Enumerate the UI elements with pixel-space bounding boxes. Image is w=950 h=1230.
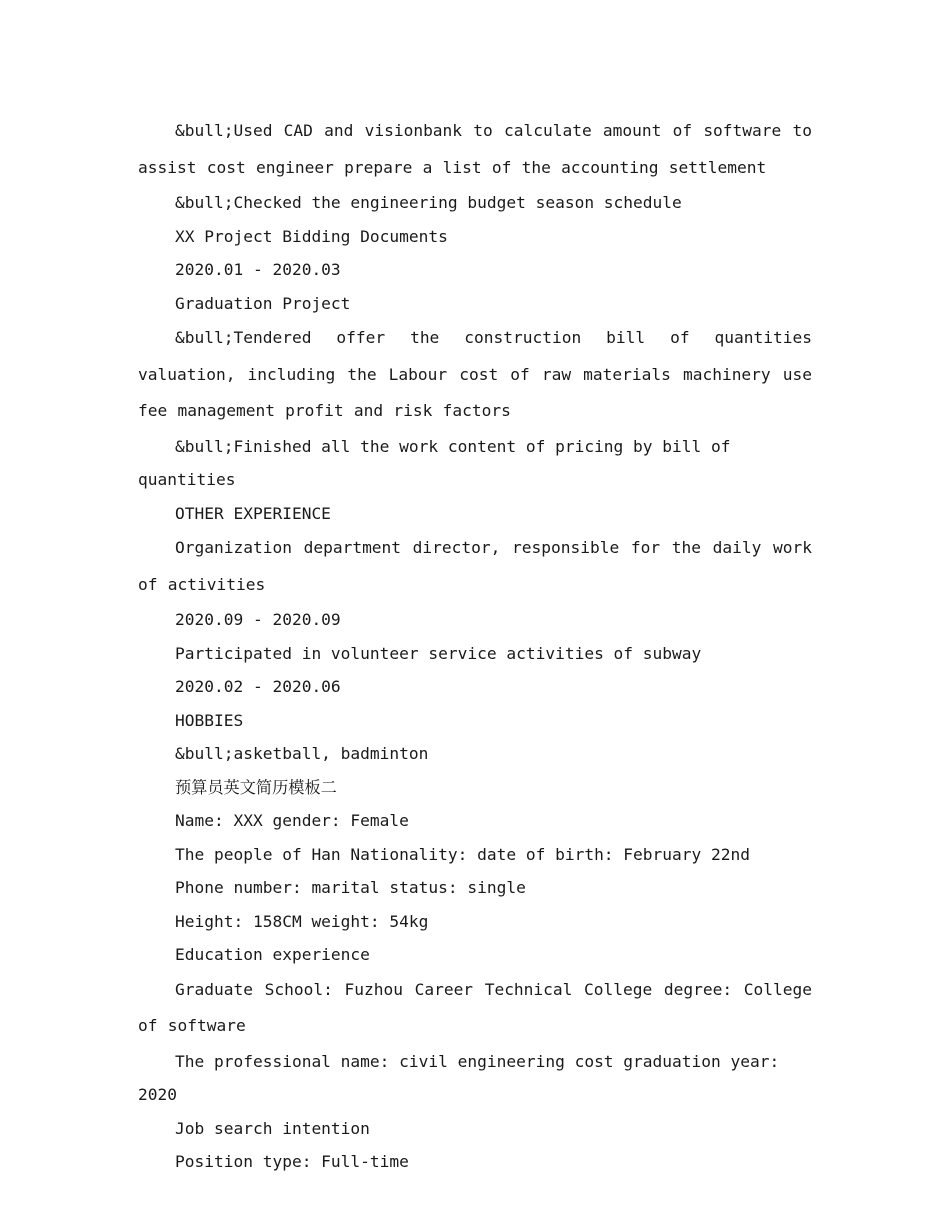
paragraph-tendered-offer: &bull;Tendered offer the construction bill of quantities valuation, including the Labour cost of raw materials machinery use fee management profit and risk factors — [138, 328, 812, 420]
paragraph-graduate-school: Graduate School: Fuzhou Career Technical College degree: College of software — [138, 979, 812, 1035]
document-body — [138, 113, 812, 1179]
paragraph-organization-director: Organization department director, responsible for the daily work of activities — [138, 538, 812, 594]
section-heading-job-intention: Job search intention — [175, 1118, 370, 1138]
paragraph-date-range-2: 2020.09 - 2020.09 — [175, 610, 341, 629]
section-heading-education: Education experience — [175, 945, 370, 964]
paragraph-date-range-1: 2020.01 - 2020.03 — [175, 260, 341, 279]
paragraph-project-bidding: XX Project Bidding Documents — [175, 226, 448, 246]
paragraph-name-gender: Name: XXX gender: Female — [175, 811, 409, 830]
section-heading-other-experience: OTHER EXPERIENCE — [175, 503, 331, 523]
resume-template-title: 预算员英文简历模板二 — [175, 777, 337, 797]
paragraph-volunteer-service: Participated in volunteer service activities of subway — [175, 643, 702, 663]
section-heading-hobbies: HOBBIES — [175, 710, 244, 730]
paragraph-graduation-project: Graduation Project — [175, 293, 351, 313]
paragraph-hobbies-list: &bull;asketball, badminton — [175, 744, 429, 763]
paragraph-position-type: Position type: Full-time — [175, 1152, 409, 1171]
paragraph-date-range-3: 2020.02 - 2020.06 — [175, 677, 341, 696]
paragraph-height-weight: Height: 158CM weight: 54kg — [175, 911, 429, 931]
paragraph-cad-visionbank: &bull;Used CAD and visionbank to calculate amount of software to assist cost engineer prepare a list of the accounting settlement — [138, 121, 812, 177]
paragraph-professional-name: The professional name: civil engineering cost graduation year: 2020 — [138, 1051, 780, 1104]
paragraph-phone-marital: Phone number: marital status: single — [175, 878, 526, 897]
paragraph-nationality-birth: The people of Han Nationality: date of birth: February 22nd — [175, 844, 750, 864]
paragraph-budget-schedule: &bull;Checked the engineering budget season schedule — [175, 193, 682, 212]
paragraph-pricing-work: &bull;Finished all the work content of pricing by bill of quantities — [138, 436, 731, 489]
